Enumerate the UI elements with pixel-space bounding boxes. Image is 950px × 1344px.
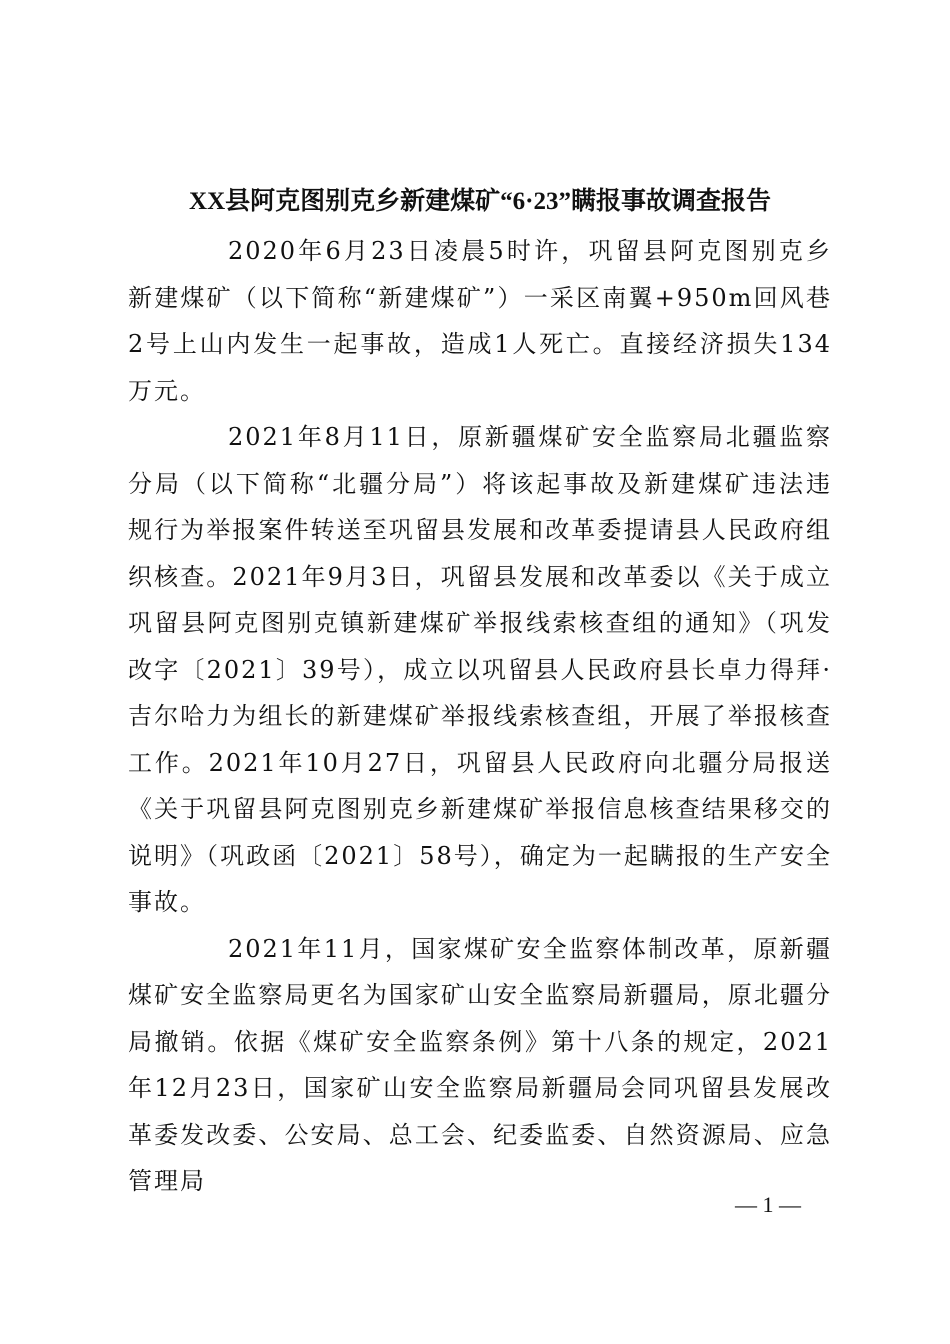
- paragraph-investigation-history: 2021年8月11日，原新疆煤矿安全监察局北疆监察分局（以下简称“北疆分局”）将该起事故及新建煤矿违法违规行为举报案件转送至巩留县发展和改革委提请县人民政府组织核查。2021年9月3日，巩留县发展和改革委以《关于成立巩留县阿克图别克镇新建煤矿举报线索核查组的通知》（巩发改字〔2021〕39号），成立以巩留县人民政府县长卓力得拜·吉尔哈力为组长的新建煤矿举报线索核查组，开展了举报核查工作。2021年10月27日，巩留县人民政府向北疆分局报送《关于巩留县阿克图别克乡新建煤矿举报信息核查结果移交的说明》（巩政函〔2021〕58号），确定为一起瞒报的生产安全事故。: [128, 423, 832, 916]
- document-title: XX县阿克图别克乡新建煤矿“6·23”瞒报事故调查报告: [189, 188, 771, 215]
- page-number: — 1 —: [735, 1192, 801, 1217]
- paragraph-accident-summary: 2020年6月23日凌晨5时许，巩留县阿克图别克乡新建煤矿（以下简称“新建煤矿”）一采区南翼+950m回风巷2号上山内发生一起事故，造成1人死亡。直接经济损失134万元。: [128, 237, 832, 405]
- paragraph-reorganization: 2021年11月，国家煤矿安全监察体制改革，原新疆煤矿安全监察局更名为国家矿山安全监察局新疆局，原北疆分局撤销。依据《煤矿安全监察条例》第十八条的规定，2021年12月23日，国家矿山安全监察局新疆局会同巩留县发展改革委发改委、公安局、总工会、纪委监委、自然资源局、应急管理局: [128, 934, 832, 1195]
- document-body: [128, 228, 832, 1205]
